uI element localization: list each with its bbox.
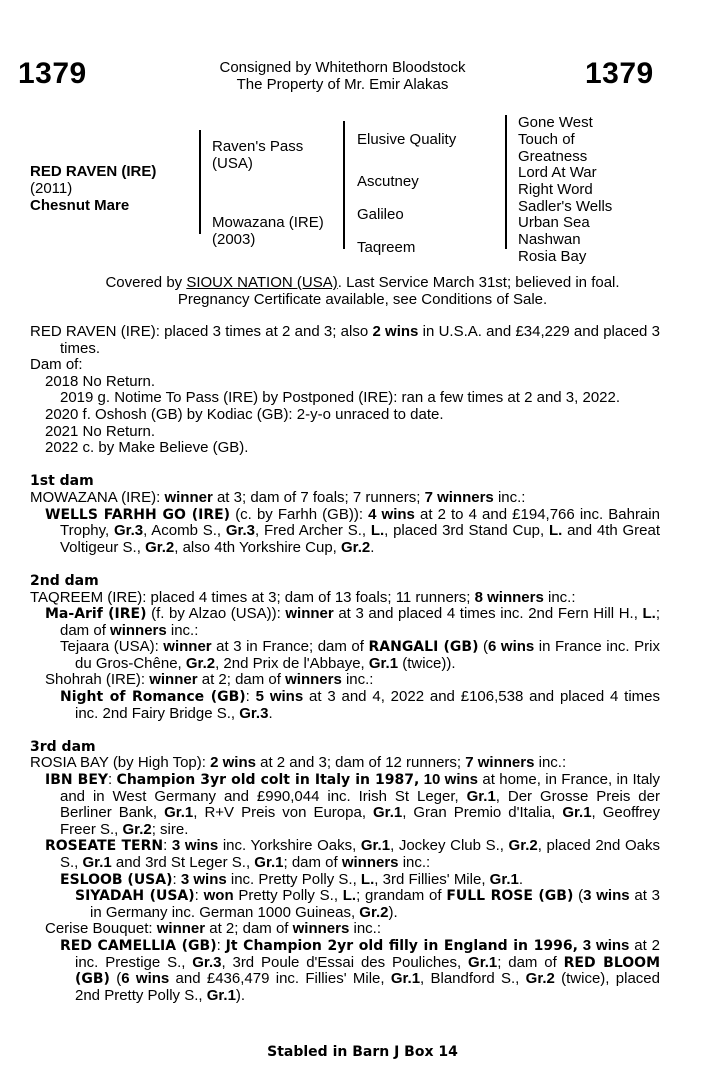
produce-item: 2022 c. by Make Believe (GB). [45,439,249,457]
dam-of-label: Dam of: [30,356,83,374]
pedigree-divider-2 [343,121,345,249]
third-dam-cerise-bouquet: Cerise Bouquet: winner at 2; dam of winners inc.: [45,920,381,938]
dam-name: Mowazana (IRE) [212,214,324,231]
ancestor-7: Nashwan [518,231,581,248]
covering-stallion: SIOUX NATION (USA) [186,274,338,291]
produce-intro: RED RAVEN (IRE): placed 3 times at 2 and 3; also 2 wins in U.S.A. and £34,229 and placed 3 times. [30,323,660,357]
second-dam-tejaara: Tejaara (USA): winner at 3 in France; dam of RANGALI (GB) (6 wins in France inc. Prix du Gros-Chêne, Gr.2, 2nd Prix de l'Abbaye, Gr.1 (twice)). [60,638,660,672]
produce-item: 2020 f. Oshosh (GB) by Kodiac (GB): 2-y-o unraced to date. [45,405,444,423]
section-heading-3rd-dam: 3rd dam [30,738,96,755]
ancestor-2: Touch of [518,131,575,148]
pedigree-divider-3 [505,115,507,249]
covered-line [30,274,695,291]
ancestor-4: Right Word [518,181,593,198]
section-heading-1st-dam: 1st dam [30,473,94,490]
sire-name: Raven's Pass [212,138,304,155]
lot-number-right: 1379 [585,57,654,90]
section-heading-2nd-dam: 2nd dam [30,572,99,589]
covered-prefix: Covered by [105,274,187,291]
produce-item: 2019 g. Notime To Pass (IRE) by Postponed (IRE): ran a few times at 2 and 3, 2022. [60,389,621,407]
third-dam-red-camellia: RED CAMELLIA (GB): Jt Champion 2yr old filly in England in 1996, 3 wins at 2 inc. Prestige S., Gr.3, 3rd Poule d'Essai des Pouliches, Gr.1; dam of RED BLOOM (GB) (6 wins and £436,479 inc. Fillies' Mile, Gr.1, Blandford S., Gr.2 (twice), placed 2nd Pretty Polly S., Gr.1). [60,936,661,1004]
lot-number-left: 1379 [18,57,87,90]
property-line: The Property of Mr. Emir Alakas [236,76,449,93]
ancestor-1: Gone West [518,114,593,131]
catalogue-body [30,324,660,1004]
third-dam-esloob: ESLOOB (USA): 3 wins inc. Pretty Polly S., L., 3rd Fillies' Mile, Gr.1. [60,870,524,888]
second-dam-foal-ma-arif: Ma-Arif (IRE) (f. by Alzao (USA)): winner at 3 and placed 4 times inc. 2nd Fern Hill H., L.; dam of winners inc.: [45,605,660,639]
ancestor-3: Lord At War [518,164,597,181]
dam-dam: Taqreem [357,239,416,256]
ancestor-5: Sadler's Wells [518,198,613,215]
horse-year: (2011) [30,180,73,197]
ancestor-8: Rosia Bay [518,248,587,265]
second-dam-shohrah: Shohrah (IRE): winner at 2; dam of winners inc.: [45,671,374,689]
pedigree-divider-1 [199,130,201,234]
sire-country: (USA) [212,155,253,172]
horse-description: Chesnut Mare [30,197,130,214]
dam-sire: Galileo [357,206,404,223]
second-dam-line: TAQREEM (IRE): placed 4 times at 3; dam of 13 foals; 11 runners; 8 winners inc.: [30,588,576,606]
third-dam-line: ROSIA BAY (by High Top): 2 wins at 2 and 3; dam of 12 runners; 7 winners inc.: [30,754,567,772]
first-dam-line: MOWAZANA (IRE): winner at 3; dam of 7 foals; 7 runners; 7 winners inc.: [30,488,526,506]
horse-name: RED RAVEN (IRE) [30,163,157,180]
first-dam-foal-wells-farhh-go: WELLS FARHH GO (IRE) (c. by Farhh (GB)): 4 wins at 2 to 4 and £194,766 inc. Bahrain Trophy, Gr.3, Acomb S., Gr.3, Fred Archer S., L., placed 3rd Stand Cup, L. and 4th Great Voltigeur S., Gr.2, also 4th Yorkshire Cup, Gr.2. [45,505,661,556]
ancestor-6: Urban Sea [518,214,590,231]
ancestor-2-cont: Greatness [518,148,588,165]
covered-suffix: . Last Service March 31st; believed in foal. [337,274,620,291]
second-dam-night-of-romance: Night of Romance (GB): 5 wins at 3 and 4, 2022 and £106,538 and placed 4 times inc. 2nd Fairy Bridge S., Gr.3. [60,688,660,722]
third-dam-siyadah: SIYADAH (USA): won Pretty Polly S., L.; grandam of FULL ROSE (GB) (3 wins at 3 in Germany inc. German 1000 Guineas, Gr.2). [75,887,661,921]
stabling-footer: Stabled in Barn J Box 14 [267,1044,458,1060]
third-dam-roseate-tern: ROSEATE TERN: 3 wins inc. Yorkshire Oaks, Gr.1, Jockey Club S., Gr.2, placed 2nd Oaks S., Gr.1 and 3rd St Leger S., Gr.1; dam of winners inc.: [45,837,660,871]
produce-item: 2018 No Return. [45,372,156,390]
produce-item: 2021 No Return. [45,422,156,440]
sire-sire: Elusive Quality [357,131,457,148]
third-dam-ibn-bey: IBN BEY: Champion 3yr old colt in Italy in 1987, 10 wins at home, in France, in Italy and in West Germany and £990,044 inc. Irish St Leger, Gr.1, Der Grosse Preis der Berliner Bank, Gr.1, R+V Preis von Europa, Gr.1, Gran Premio d'Italia, Gr.1, Geoffrey Freer S., Gr.2; sire. [45,771,661,838]
sire-dam: Ascutney [357,173,419,190]
consignor-line: Consigned by Whitethorn Bloodstock [219,59,466,76]
pregnancy-line: Pregnancy Certificate available, see Conditions of Sale. [177,291,548,308]
dam-year: (2003) [212,231,256,248]
